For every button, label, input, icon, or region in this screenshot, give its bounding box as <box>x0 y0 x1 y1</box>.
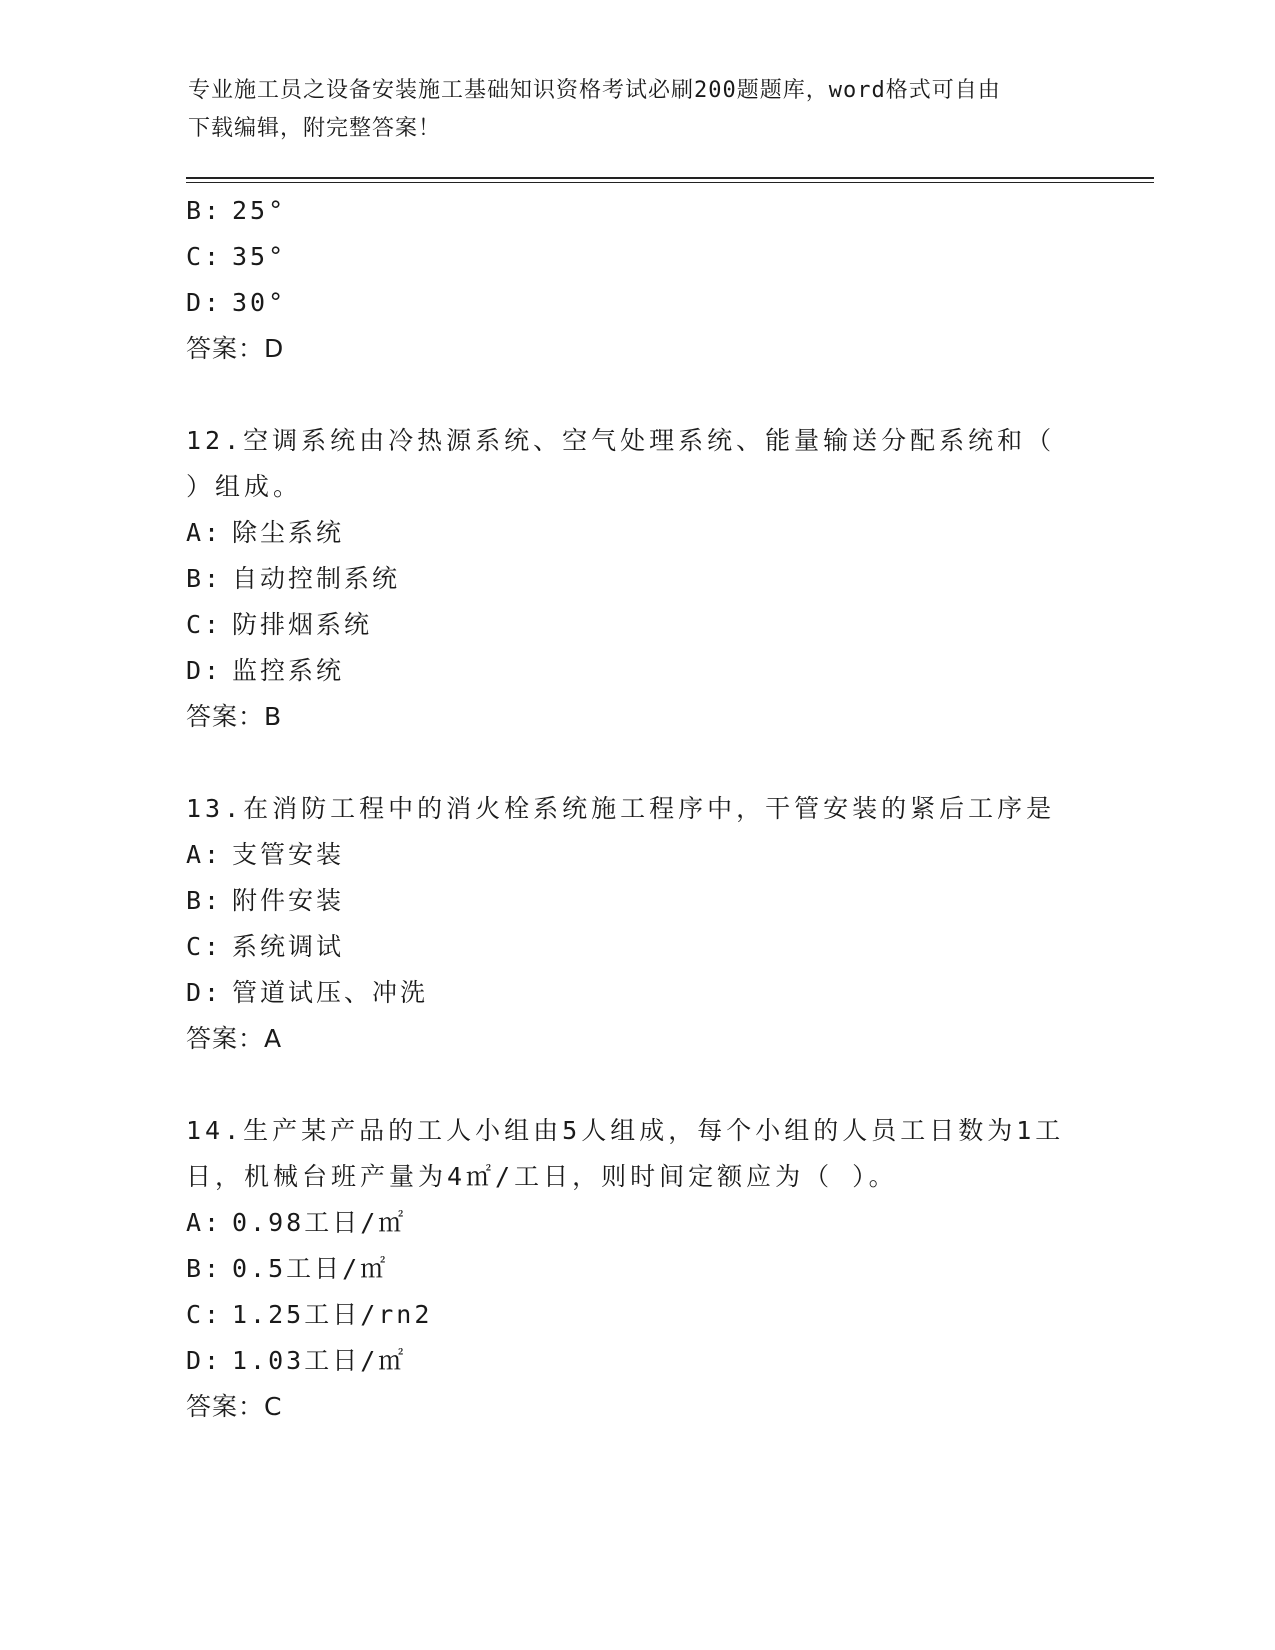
option-label: C: <box>186 242 223 271</box>
option-label: B: <box>186 1254 223 1283</box>
question-13 <box>186 786 1086 1062</box>
answer-line: 答案：D <box>186 334 285 363</box>
option-label: C: <box>186 932 223 961</box>
option-text: 管道试压、冲洗 <box>232 978 429 1007</box>
option-text: 支管安装 <box>232 840 345 869</box>
option-text: 35° <box>232 242 287 271</box>
option-text: 监控系统 <box>232 656 345 685</box>
option-text: 0.98工日/㎡ <box>232 1208 407 1237</box>
spacer <box>186 372 1086 418</box>
option-text: 25° <box>232 196 287 225</box>
option-label: D: <box>186 656 223 685</box>
option-line <box>186 1200 1086 1246</box>
option-text: 0.5工日/㎡ <box>232 1254 389 1283</box>
option-label: A: <box>186 1208 223 1237</box>
option-line <box>186 832 1086 878</box>
option-label: A: <box>186 518 223 547</box>
answer-line: 答案：C <box>186 1392 283 1421</box>
document-header <box>188 72 1068 148</box>
spacer <box>186 1062 1086 1108</box>
option-text: 1.25工日/rn2 <box>232 1300 433 1329</box>
question-stem-line: ）组成。 <box>186 472 303 501</box>
spacer <box>186 740 1086 786</box>
option-label: B: <box>186 196 223 225</box>
option-text: 系统调试 <box>232 932 345 961</box>
option-text: 自动控制系统 <box>232 564 401 593</box>
option-line <box>186 970 1086 1016</box>
document-body <box>186 188 1086 1430</box>
question-12 <box>186 418 1086 740</box>
option-line <box>186 1246 1086 1292</box>
option-text: 30° <box>232 288 287 317</box>
question-11-continued <box>186 188 1086 372</box>
question-stem-line: 12.空调系统由冷热源系统、空气处理系统、能量输送分配系统和（ <box>186 426 1056 455</box>
option-label: A: <box>186 840 223 869</box>
option-line <box>186 878 1086 924</box>
header-line-1: 专业施工员之设备安装施工基础知识资格考试必刷200题题库，word格式可自由 <box>188 78 1001 103</box>
option-line <box>186 1292 1086 1338</box>
option-line <box>186 602 1086 648</box>
answer-line: 答案：A <box>186 1024 283 1053</box>
option-text: 防排烟系统 <box>232 610 373 639</box>
question-stem-line: 14.生产某产品的工人小组由5人组成，每个小组的人员工日数为1工 <box>186 1116 1065 1145</box>
header-divider-thick <box>186 177 1154 179</box>
option-line <box>186 648 1086 694</box>
option-line <box>186 510 1086 556</box>
option-label: D: <box>186 288 223 317</box>
option-line <box>186 1338 1086 1384</box>
header-line-2: 下载编辑，附完整答案！ <box>188 116 442 141</box>
question-14 <box>186 1108 1086 1430</box>
option-line <box>186 924 1086 970</box>
option-line <box>186 280 1086 326</box>
option-line <box>186 234 1086 280</box>
option-label: C: <box>186 1300 223 1329</box>
option-label: B: <box>186 564 223 593</box>
option-line <box>186 556 1086 602</box>
header-divider-thin <box>186 182 1154 183</box>
option-label: D: <box>186 978 223 1007</box>
option-label: D: <box>186 1346 223 1375</box>
question-stem-line: 13.在消防工程中的消火栓系统施工程序中，干管安装的紧后工序是 <box>186 794 1056 823</box>
answer-line: 答案：B <box>186 702 283 731</box>
option-text: 除尘系统 <box>232 518 345 547</box>
option-text: 附件安装 <box>232 886 345 915</box>
option-label: B: <box>186 886 223 915</box>
option-line <box>186 188 1086 234</box>
option-label: C: <box>186 610 223 639</box>
question-stem-line: 日，机械台班产量为4㎡/工日，则时间定额应为（ ）。 <box>186 1162 898 1191</box>
option-text: 1.03工日/㎡ <box>232 1346 407 1375</box>
